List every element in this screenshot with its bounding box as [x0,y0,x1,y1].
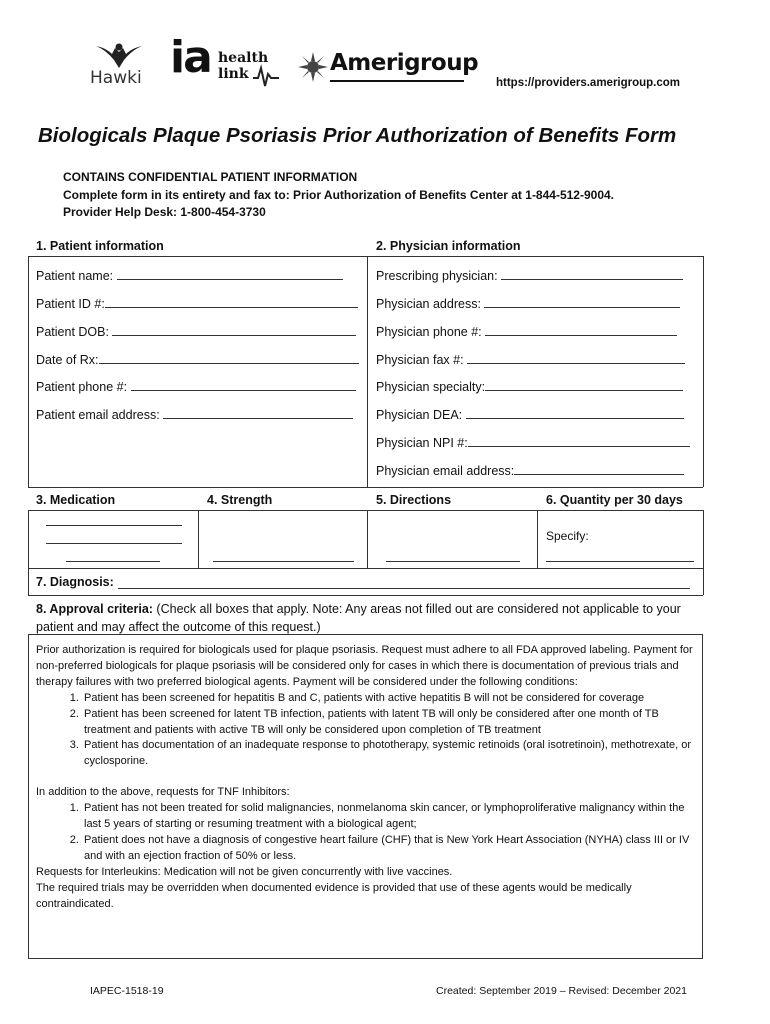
condition-item: 2. Patient has been screened for latent TB infection, patients with latent TB will only be considered after one month of TB treatment and patients with active TB will only be considered upon completion of TB treatment [82,707,698,739]
confidential-notice [63,169,614,222]
override-text: The required trials may be overridden when documented evidence is provided that use of these agents would be medically contraindicated. [36,881,632,910]
physician-fax-label: Physician fax #: [376,353,464,367]
prescribing-physician-input[interactable] [501,267,683,280]
medication-divider-3 [537,510,538,568]
patient-id-field[interactable] [36,295,358,311]
physician-phone-input[interactable] [485,323,677,336]
physician-address-field[interactable] [376,295,680,311]
amerigroup-underline [330,80,464,82]
physician-address-label: Physician address: [376,297,481,311]
diagnosis-label: 7. Diagnosis: [36,575,114,589]
date-of-rx-field[interactable] [36,351,359,367]
date-of-rx-input[interactable] [99,351,359,364]
patient-name-field[interactable] [36,267,343,283]
physician-fax-field[interactable] [376,351,685,367]
ia-health-text: health [218,50,269,66]
approval-criteria-instructions-2: patient and may affect the outcome of this request.) [36,620,321,634]
section-middle-border [367,256,368,487]
section-left-border [28,256,29,487]
heartbeat-icon [253,64,279,88]
patient-phone-input[interactable] [131,378,356,391]
diagnosis-left-border [28,568,29,595]
physician-specialty-label: Physician specialty: [376,380,486,394]
ia-wordmark: ia [170,32,211,83]
hawk-icon [96,42,142,70]
providers-url[interactable]: https://providers.amerigroup.com [496,77,681,89]
tnf-condition-item: 2. Patient does not have a diagnosis of congestive heart failure (CHF) that is New York Heart Association (NYHA) class III or IV and with an ejection fraction of 50% or less. [82,833,698,865]
patient-id-label: Patient ID #: [36,297,105,311]
quantity-input-line[interactable] [546,561,694,562]
patient-name-label: Patient name: [36,269,114,283]
physician-email-input[interactable] [514,462,684,475]
notice-line-3: Provider Help Desk: 1-800-454-3730 [63,205,266,219]
medication-left-border [28,510,29,568]
patient-name-input[interactable] [117,267,343,280]
hawki-logo [90,40,150,90]
approval-criteria-header [36,600,701,636]
diagnosis-right-border [703,568,704,595]
medication-divider-2 [367,510,368,568]
approval-criteria-instructions: (Check all boxes that apply. Note: Any areas not filled out are considered not applicable to your [156,602,681,616]
tnf-intro: In addition to the above, requests for TNF Inhibitors: [36,786,290,799]
section-top-border [28,256,703,257]
hawki-wordmark: Hawki [90,68,142,88]
patient-dob-field[interactable] [36,323,356,339]
directions-input-line[interactable] [386,561,520,562]
date-of-rx-label: Date of Rx: [36,353,99,367]
medication-input-line-3[interactable] [66,561,160,562]
form-code: IAPEC-1518-19 [90,985,164,997]
diagnosis-bottom-border [28,595,703,596]
tnf-condition-item: 1. Patient has not been treated for solid malignancies, nonmelanoma skin cancer, or lymphoproliferative malignancy within the last 5 years of starting or resuming treatment with a biological agent; [82,801,698,833]
physician-npi-label: Physician NPI #: [376,436,468,450]
diagnosis-input-line[interactable] [118,588,690,589]
physician-fax-input[interactable] [467,351,685,364]
patient-phone-label: Patient phone #: [36,380,128,394]
medication-input-line-1[interactable] [46,525,182,526]
interleukins-text: Requests for Interleukins: Medication will not be given concurrently with live vaccines. [36,865,453,878]
patient-email-field[interactable] [36,406,353,422]
physician-email-field[interactable] [376,462,684,478]
strength-input-line[interactable] [213,561,354,562]
physician-npi-field[interactable] [376,434,690,450]
tnf-conditions-list [36,801,698,865]
section-bottom-border [28,487,703,488]
ia-link-text: link [218,66,249,82]
patient-info-heading: 1. Patient information [36,239,164,253]
medication-bottom-border [28,568,703,569]
patient-id-input[interactable] [105,295,358,308]
criteria-intro: Prior authorization is required for biologicals used for plaque psoriasis. Request must adhere to all FDA approved labeling. Payment for non-preferred biologicals for plaque psoriasis will be considered only for cases in which there is documentation of previous trials and therapy failures with two preferred biological agents. Payment will be considered under the following conditions: [36,644,693,688]
physician-specialty-input[interactable] [485,378,683,391]
patient-phone-field[interactable] [36,378,356,394]
physician-address-input[interactable] [484,295,680,308]
section-right-border [703,256,704,487]
patient-dob-label: Patient DOB: [36,325,109,339]
sunburst-icon [298,52,328,82]
medication-input-line-2[interactable] [46,543,182,544]
patient-dob-input[interactable] [112,323,356,336]
physician-email-label: Physician email address: [376,464,515,478]
physician-specialty-field[interactable] [376,378,683,394]
physician-dea-field[interactable] [376,406,684,422]
prescribing-physician-field[interactable] [376,267,683,283]
condition-item: 3. Patient has documentation of an inadequate response to phototherapy, systemic retinoids (oral isotretinoin), methotrexate, or cyclosporine. [82,738,698,770]
medication-top-border [28,510,703,511]
specify-label: Specify: [546,529,589,543]
physician-dea-input[interactable] [466,406,684,419]
physician-dea-label: Physician DEA: [376,408,463,422]
form-dates: Created: September 2019 – Revised: December 2021 [436,985,687,997]
quantity-heading: 6. Quantity per 30 days [546,493,683,507]
medication-right-border [703,510,704,568]
patient-email-input[interactable] [163,406,353,419]
approval-criteria-label: 8. Approval criteria: [36,602,153,616]
directions-heading: 5. Directions [376,493,452,507]
criteria-text [36,643,698,913]
notice-line-2: Complete form in its entirety and fax to: Prior Authorization of Benefits Center at 1-844-512-9004. [63,187,614,202]
physician-info-heading: 2. Physician information [376,239,521,253]
form-title: Biologicals Plaque Psoriasis Prior Authorization of Benefits Form [38,124,677,147]
prescribing-physician-label: Prescribing physician: [376,269,498,283]
patient-email-label: Patient email address: [36,408,160,422]
strength-heading: 4. Strength [207,493,273,507]
criteria-conditions-list [36,691,698,771]
condition-item: 1. Patient has been screened for hepatitis B and C, patients with active hepatitis B will not be considered for coverage [82,691,698,707]
medication-heading: 3. Medication [36,493,116,507]
notice-line-1: CONTAINS CONFIDENTIAL PATIENT INFORMATION [63,170,358,184]
ia-health-link-logo [170,32,280,92]
physician-phone-field[interactable] [376,323,677,339]
amerigroup-wordmark: Amerigroup [330,50,479,76]
amerigroup-logo [298,50,479,90]
medication-divider-1 [198,510,199,568]
physician-phone-label: Physician phone #: [376,325,482,339]
physician-npi-input[interactable] [468,434,690,447]
